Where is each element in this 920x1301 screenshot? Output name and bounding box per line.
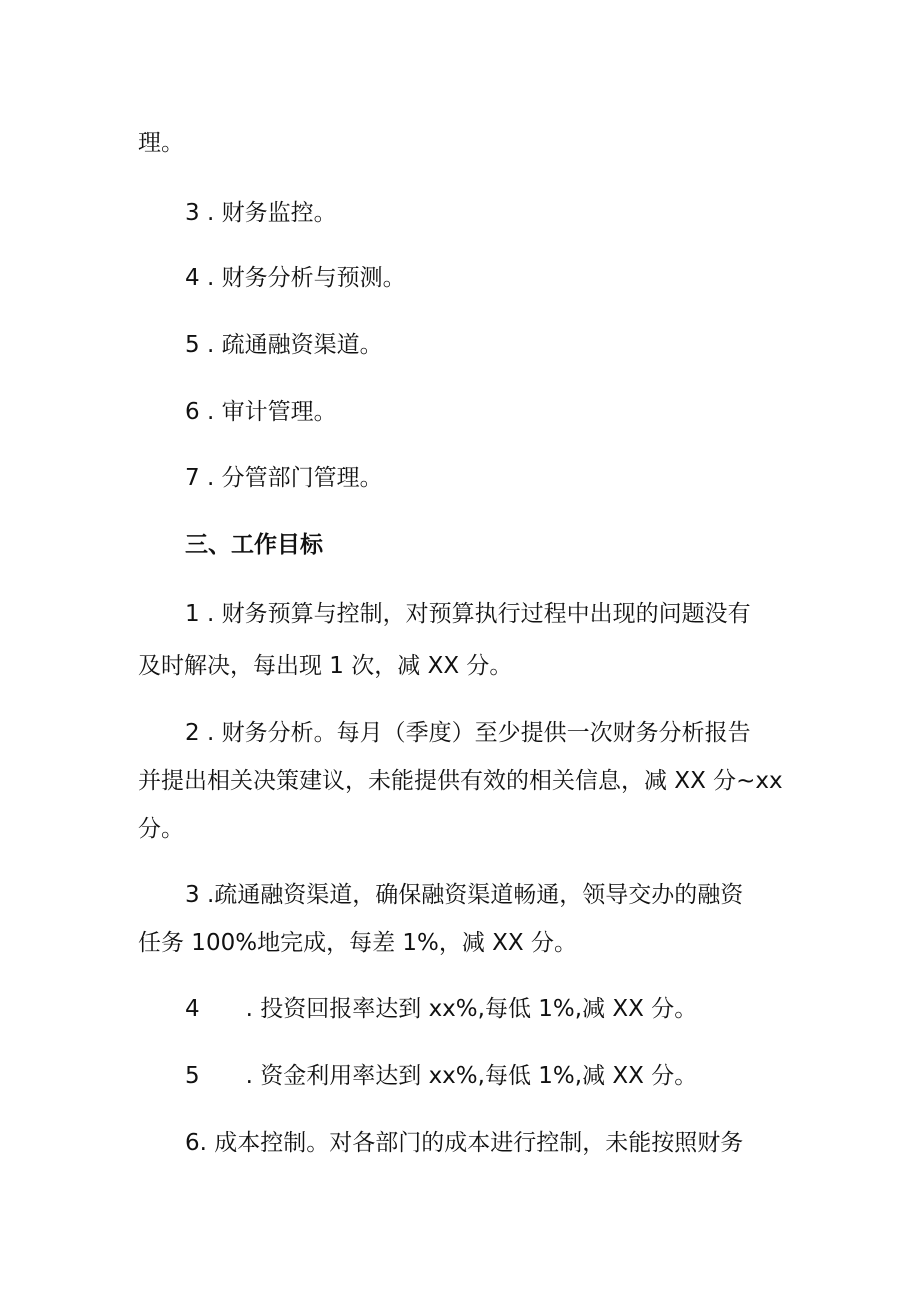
duty-item-5: 5 . 疏通融资渠道。 xyxy=(185,332,383,358)
goal-6-line-1: 6. 成本控制。对各部门的成本进行控制，未能按照财务 xyxy=(185,1130,744,1156)
duty-item-3: 3 . 财务监控。 xyxy=(185,200,337,226)
goal-3-line-2: 任务 100%地完成，每差 1%，减 XX 分。 xyxy=(138,930,577,956)
goal-4-line-1: 4 . 投资回报率达到 xx%,每低 1%,减 XX 分。 xyxy=(185,996,698,1022)
goal-2-line-2: 并提出相关决策建议，未能提供有效的相关信息，减 XX 分~xx xyxy=(138,768,783,794)
duty-item-4: 4 . 财务分析与预测。 xyxy=(185,265,406,291)
goal-2-line-3: 分。 xyxy=(138,816,184,842)
goal-1-line-1: 1 . 财务预算与控制，对预算执行过程中出现的问题没有 xyxy=(185,601,751,627)
goal-5-line-1: 5 . 资金利用率达到 xx%,每低 1%,减 XX 分。 xyxy=(185,1063,698,1089)
section-heading: 三、工作目标 xyxy=(185,532,323,558)
duty-item-6: 6 . 审计管理。 xyxy=(185,399,337,425)
goal-1-line-2: 及时解决，每出现 1 次，减 XX 分。 xyxy=(138,653,513,679)
duty-item-7: 7 . 分管部门管理。 xyxy=(185,465,383,491)
goal-3-line-1: 3 .疏通融资渠道，确保融资渠道畅通，领导交办的融资 xyxy=(185,882,744,908)
paragraph-continuation: 理。 xyxy=(138,130,184,156)
goal-2-line-1: 2 . 财务分析。每月（季度）至少提供一次财务分析报告 xyxy=(185,720,751,746)
